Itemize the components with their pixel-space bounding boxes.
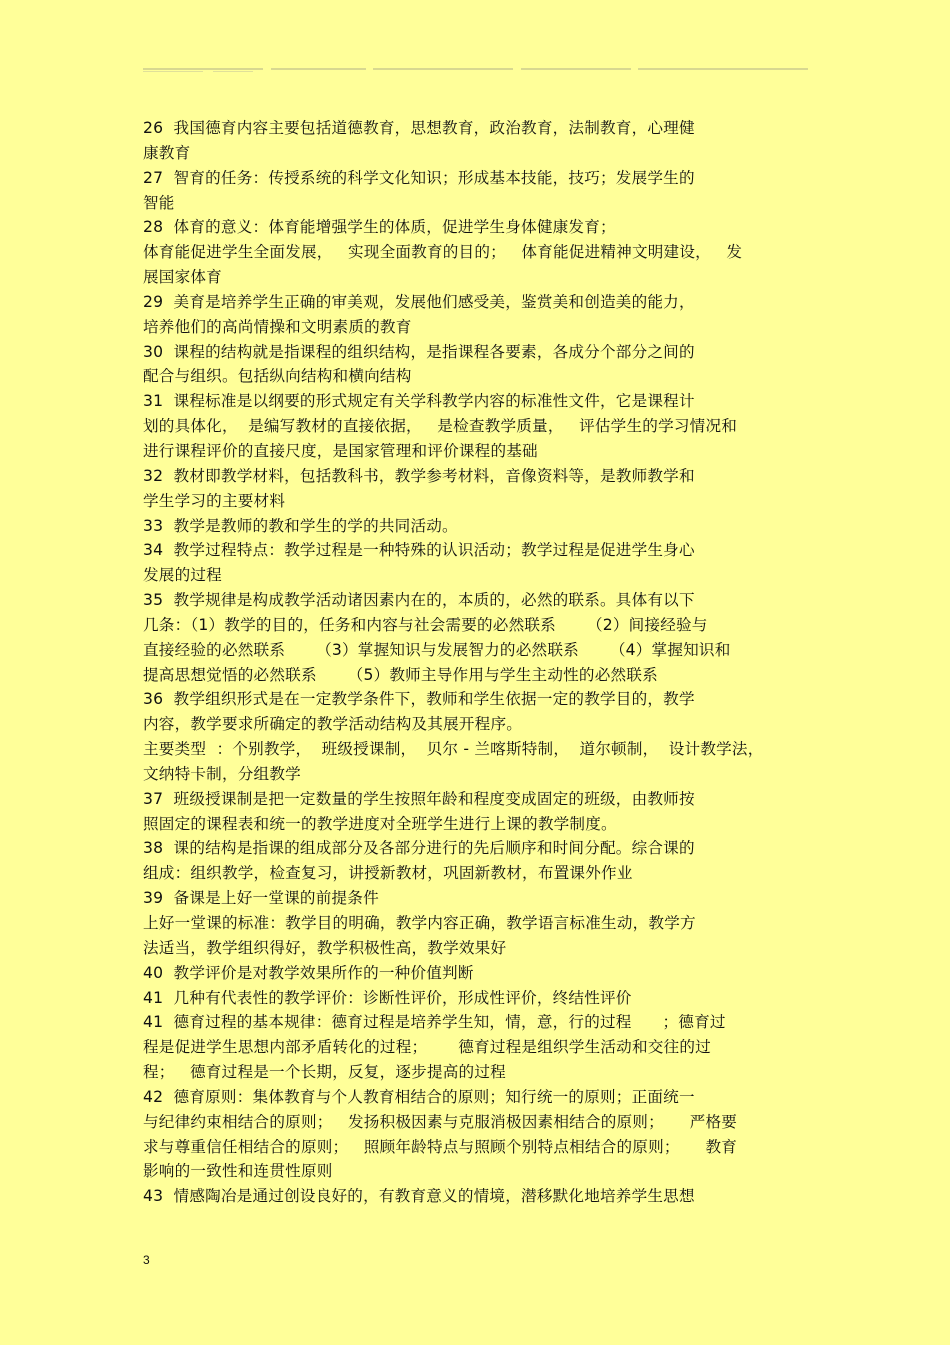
text-line: 学生学习的主要材料 xyxy=(143,491,286,510)
text-line: 与纪律约束相结合的原则； 发扬积极因素与克服消极因素相结合的原则； 严格要 xyxy=(143,1112,738,1131)
text-line: 28 体育的意义：体育能增强学生的体质，促进学生身体健康发育； xyxy=(143,218,616,237)
text-line: 26 我国德育内容主要包括道德教育，思想教育，政治教育，法制教育，心理健 xyxy=(143,119,695,137)
text-line: 上好一堂课的标准：教学目的明确，教学内容正确，教学语言标准生动，教学方 xyxy=(143,914,696,932)
text-line: 36 教学组织形式是在一定教学条件下，教师和学生依据一定的教学目的，教学 xyxy=(143,690,695,709)
text-line: 体育能促进学生全面发展， 实现全面教育的目的； 体育能促进精神文明建设， 发 xyxy=(143,243,743,262)
text-line: 文纳特卡制，分组教学 xyxy=(143,764,301,783)
text-line: 41 几种有代表性的教学评价：诊断性评价，形成性评价，终结性评价 xyxy=(143,988,632,1007)
text-line: 进行课程评价的直接尺度，是国家管理和评价课程的基础 xyxy=(143,441,538,460)
text-line: 40 教学评价是对教学效果所作的一种价值判断 xyxy=(143,963,474,982)
text-line: 几条：（1）教学的目的，任务和内容与社会需要的必然联系 （2）间接经验与 xyxy=(143,615,708,634)
text-line: 求与尊重信任相结合的原则； 照顾年龄特点与照顾个别特点相结合的原则； 教育 xyxy=(143,1137,738,1156)
text-line: 34 教学过程特点：教学过程是一种特殊的认识活动；教学过程是促进学生身心 xyxy=(143,541,695,560)
text-line: 主要类型 ：个别教学， 班级授课制， 贝尔 - 兰喀斯特制， 道尔顿制， 设计教学法， xyxy=(143,740,764,759)
text-line: 42 德育原则：集体教育与个人教育相结合的原则；知行统一的原则；正面统一 xyxy=(143,1087,695,1106)
text-line: 发展的过程 xyxy=(143,566,222,585)
text-line: 39 备课是上好一堂课的前提条件 xyxy=(143,889,379,908)
text-line: 提高思想觉悟的必然联系 （5）教师主导作用与学生主动性的必然联系 xyxy=(143,665,658,684)
text-line: 38 课的结构是指课的组成部分及各部分进行的先后顺序和时间分配。综合课的 xyxy=(143,839,695,858)
text-line: 程是促进学生思想内部矛盾转化的过程； 德育过程是组织学生活动和交往的过 xyxy=(143,1038,711,1057)
text-line: 31 课程标准是以纲要的形式规定有关学科教学内容的标准性文件，它是课程计 xyxy=(143,392,695,411)
text-line: 划的具体化， 是编写教材的直接依据， 是检查教学质量， 评估学生的学习情况和 xyxy=(143,417,738,436)
text-line: 影响的一致性和连贯性原则 xyxy=(143,1162,333,1181)
text-line: 直接经验的必然联系 （3）掌握知识与发展智力的必然联系 （4）掌握知识和 xyxy=(143,640,731,659)
text-line: 32 教材即教学材料，包括教科书，教学参考材料，音像资料等，是教师教学和 xyxy=(143,466,695,485)
text-line: 29 美育是培养学生正确的审美观，发展他们感受美，鉴赏美和创造美的能力， xyxy=(143,292,695,311)
text-line: 照固定的课程表和统一的教学进度对全班学生进行上课的教学制度。 xyxy=(143,814,617,833)
header-decoration xyxy=(143,68,808,74)
text-line: 35 教学规律是构成教学活动诸因素内在的，本质的，必然的联系。具体有以下 xyxy=(143,591,695,610)
text-line: 展国家体育 xyxy=(143,268,222,287)
text-line: 30 课程的结构就是指课程的组织结构，是指课程各要素，各成分个部分之间的 xyxy=(143,342,695,361)
text-line: 41 德育过程的基本规律：德育过程是培养学生知，情，意，行的过程 ；德育过 xyxy=(143,1013,726,1032)
text-line: 程； 德育过程是一个长期，反复，逐步提高的过程 xyxy=(143,1063,506,1082)
text-line: 智能 xyxy=(143,193,175,212)
text-line: 培养他们的高尚情操和文明素质的教育 xyxy=(143,317,412,336)
text-line: 组成：组织教学，检查复习，讲授新教材，巩固新教材，布置课外作业 xyxy=(143,864,633,883)
text-line: 37 班级授课制是把一定数量的学生按照年龄和程度变成固定的班级，由教师按 xyxy=(143,789,695,808)
document-body xyxy=(143,116,813,1209)
text-line: 内容，教学要求所确定的教学活动结构及其展开程序。 xyxy=(143,715,523,734)
text-line: 43 情感陶冶是通过创设良好的，有教育意义的情境，潜移默化地培养学生思想 xyxy=(143,1187,695,1206)
text-line: 法适当，教学组织得好，教学积极性高，教学效果好 xyxy=(143,938,507,957)
text-line: 33 教学是教师的教和学生的学的共同活动。 xyxy=(143,516,458,535)
page-number: 3 xyxy=(143,1253,150,1267)
text-line: 配合与组织。包括纵向结构和横向结构 xyxy=(143,367,412,386)
text-line: 27 智育的任务：传授系统的科学文化知识；形成基本技能，技巧；发展学生的 xyxy=(143,168,695,187)
text-line: 康教育 xyxy=(143,143,191,162)
